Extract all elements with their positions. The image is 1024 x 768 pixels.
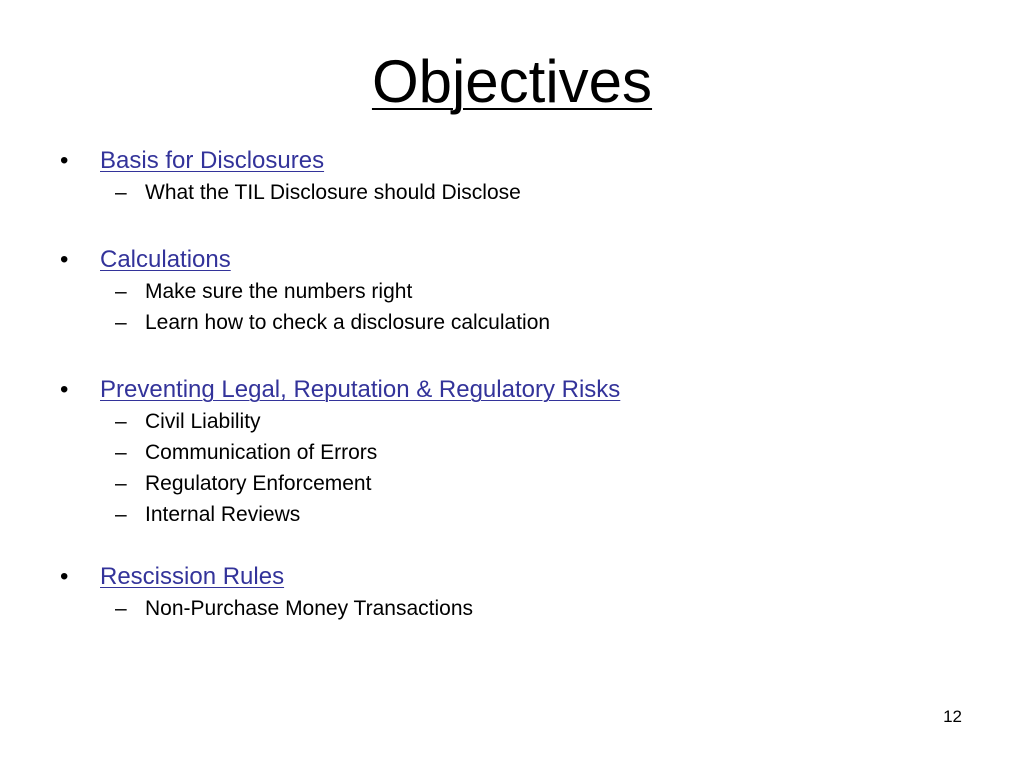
bullet-row <box>0 244 1024 276</box>
sub-item-text: Communication of Errors <box>145 441 378 464</box>
bullet-icon: • <box>60 563 69 590</box>
dash-icon: – <box>115 503 127 526</box>
sub-item-text: Non-Purchase Money Transactions <box>145 597 473 620</box>
bullet-row <box>0 374 1024 406</box>
sub-item-text: Internal Reviews <box>145 503 301 526</box>
link-calculations[interactable]: Calculations <box>100 246 231 273</box>
page-number: 12 <box>943 707 962 726</box>
dash-icon: – <box>115 181 127 204</box>
dash-icon: – <box>115 472 127 495</box>
sub-item <box>0 499 1024 530</box>
bullet-icon: • <box>60 147 69 174</box>
bullet-row <box>0 561 1024 593</box>
dash-icon: – <box>115 311 127 334</box>
bullet-icon: • <box>60 246 69 273</box>
sub-item <box>0 177 1024 208</box>
sub-item <box>0 437 1024 468</box>
dash-icon: – <box>115 410 127 433</box>
sub-item <box>0 406 1024 437</box>
sub-item-text: Civil Liability <box>145 410 261 433</box>
link-preventing-risks[interactable]: Preventing Legal, Reputation & Regulatory Risks <box>100 376 621 403</box>
sub-item-text: Regulatory Enforcement <box>145 472 372 495</box>
sub-item <box>0 307 1024 338</box>
section-rescission-rules <box>0 561 1024 624</box>
sub-item <box>0 468 1024 499</box>
dash-icon: – <box>115 597 127 620</box>
section-basis-for-disclosures <box>0 145 1024 208</box>
dash-icon: – <box>115 441 127 464</box>
slide-title: Objectives <box>371 48 653 115</box>
sub-item-text: What the TIL Disclosure should Disclose <box>145 181 521 204</box>
sub-item-text: Make sure the numbers right <box>145 280 413 303</box>
link-basis-for-disclosures[interactable]: Basis for Disclosures <box>100 147 325 174</box>
bullet-row <box>0 145 1024 177</box>
dash-icon: – <box>115 280 127 303</box>
sub-item-text: Learn how to check a disclosure calculation <box>145 311 551 334</box>
sub-item <box>0 593 1024 624</box>
sub-item <box>0 276 1024 307</box>
bullet-icon: • <box>60 376 69 403</box>
link-rescission-rules[interactable]: Rescission Rules <box>100 563 285 590</box>
section-calculations <box>0 244 1024 338</box>
section-preventing-risks <box>0 374 1024 530</box>
